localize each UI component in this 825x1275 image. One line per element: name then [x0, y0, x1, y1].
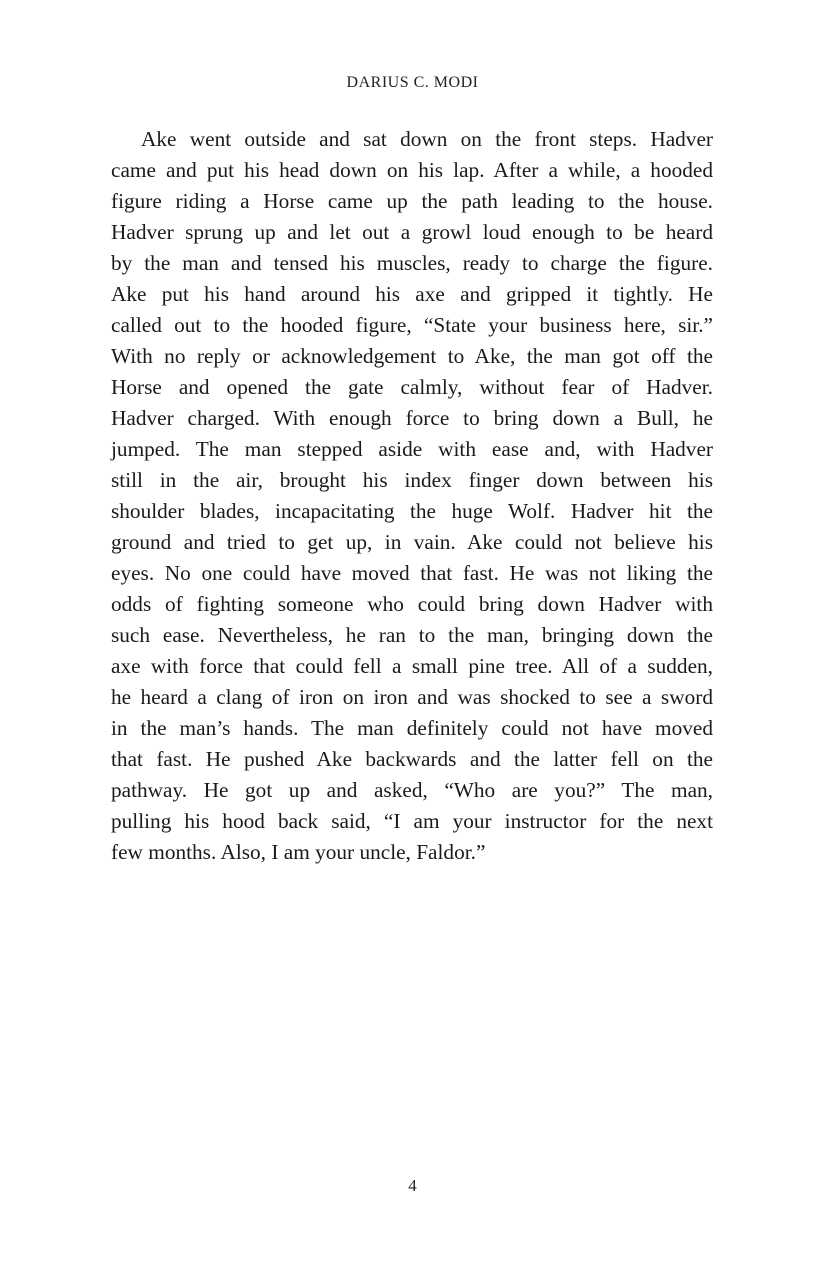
text-line: such ease. Nevertheless, he ran to the man, bringing down the — [111, 623, 713, 647]
text-line: pulling his hood back said, “I am your instructor for the next — [111, 809, 713, 833]
text-line: eyes. No one could have moved that fast. He was not liking the — [111, 561, 713, 585]
text-line: by the man and tensed his muscles, ready to charge the figure. — [111, 251, 713, 275]
text-line: ground and tried to get up, in vain. Ake could not believe his — [111, 530, 713, 554]
text-line: Horse and opened the gate calmly, without fear of Hadver. — [111, 375, 713, 399]
text-line: pathway. He got up and asked, “Who are you?” The man, — [111, 778, 713, 802]
text-line: called out to the hooded figure, “State your business here, sir.” — [111, 313, 713, 337]
text-line: came and put his head down on his lap. After a while, a hooded — [111, 158, 713, 182]
text-line: With no reply or acknowledgement to Ake, the man got off the — [111, 344, 713, 368]
text-line: Ake went outside and sat down on the front steps. Hadver — [141, 127, 713, 151]
text-line: figure riding a Horse came up the path leading to the house. — [111, 189, 713, 213]
page-number: 4 — [408, 1176, 417, 1195]
text-line: Hadver charged. With enough force to bring down a Bull, he — [111, 406, 713, 430]
text-line: Hadver sprung up and let out a growl loud enough to be heard — [111, 220, 713, 244]
text-line: axe with force that could fell a small pine tree. All of a sudden, — [111, 654, 713, 678]
text-line: Ake put his hand around his axe and gripped it tightly. He — [111, 282, 713, 306]
text-line: shoulder blades, incapacitating the huge Wolf. Hadver hit the — [111, 499, 713, 523]
running-header: DARIUS C. MODI — [346, 74, 479, 91]
text-line: jumped. The man stepped aside with ease and, with Hadver — [111, 437, 713, 461]
body-paragraph — [111, 124, 713, 868]
text-line: odds of fighting someone who could bring down Hadver with — [111, 592, 713, 616]
text-line: that fast. He pushed Ake backwards and the latter fell on the — [111, 747, 713, 771]
text-line: in the man’s hands. The man definitely could not have moved — [111, 716, 713, 740]
text-line: still in the air, brought his index finger down between his — [111, 468, 713, 492]
text-line: he heard a clang of iron on iron and was shocked to see a sword — [111, 685, 713, 709]
text-line: few months. Also, I am your uncle, Faldor.” — [111, 840, 486, 864]
